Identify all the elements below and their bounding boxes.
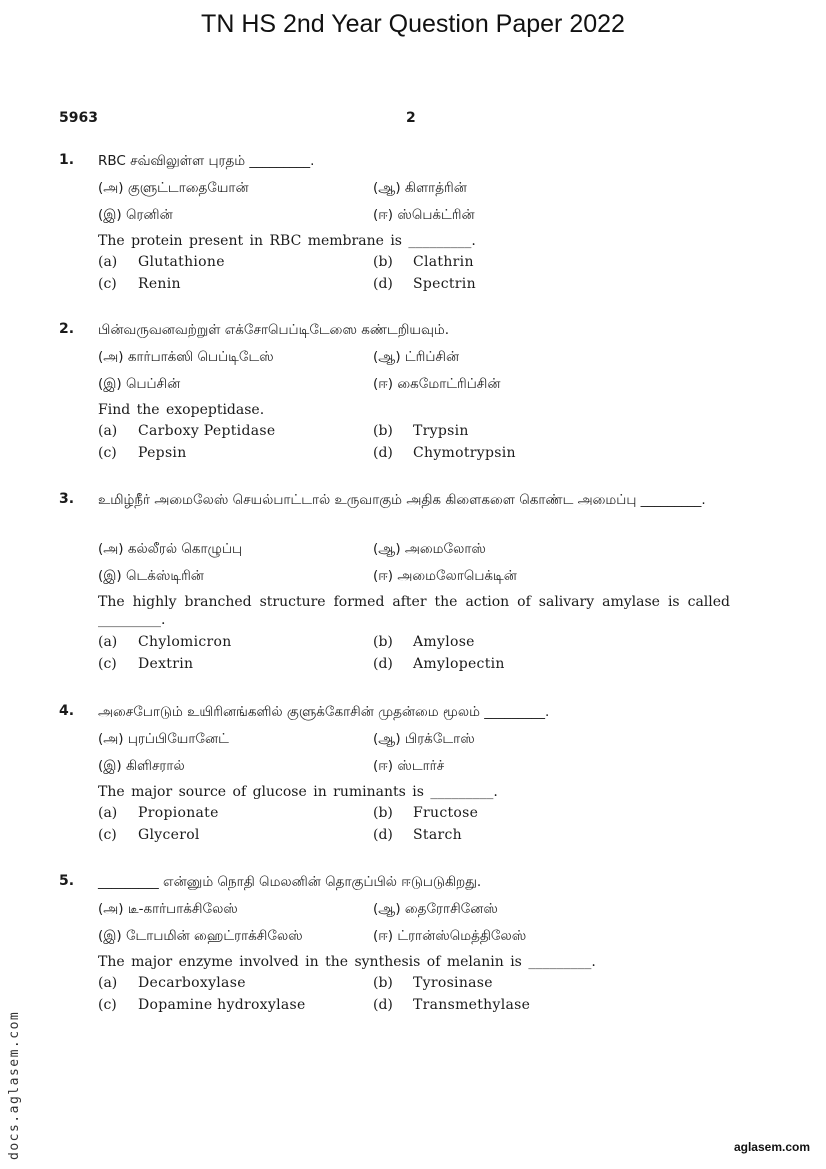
option-row (0, 276, 826, 298)
tamil-option: (ஈ) ட்ரான்ஸ்மெத்திலேஸ் (373, 928, 527, 944)
tamil-option-row (0, 568, 826, 590)
page-number: 2 (406, 110, 416, 126)
option-row (0, 634, 826, 656)
option-row (0, 805, 826, 827)
option-label: (a) (98, 975, 118, 991)
option-label: (d) (373, 656, 393, 672)
option-label: (c) (98, 827, 117, 843)
option-label: (d) (373, 997, 393, 1013)
tamil-option: (ஈ) கைமோட்ரிப்சின் (373, 376, 501, 392)
option-text: Amylose (413, 634, 475, 650)
option-text: Carboxy Peptidase (138, 423, 276, 439)
option-row (0, 423, 826, 445)
question-number: 2. (59, 321, 75, 337)
option-label: (d) (373, 276, 393, 292)
tamil-option: (இ) கிளிசரால் (98, 758, 185, 774)
question-tamil: அசைபோடும் உயிரினங்களில் குளுக்கோசின் முதன்மை மூலம் _________. (98, 704, 550, 720)
tamil-option: (இ) பெப்சின் (98, 376, 181, 392)
side-watermark: docs.aglasem.com (7, 1010, 22, 1160)
option-label: (d) (373, 445, 393, 461)
option-label: (d) (373, 827, 393, 843)
option-row (0, 975, 826, 997)
tamil-option-row (0, 928, 826, 950)
tamil-option: (ஆ) அமைலோஸ் (373, 541, 486, 557)
tamil-option: (இ) டோபமின் ஹைட்ராக்சிலேஸ் (98, 928, 303, 944)
tamil-option: (இ) டெக்ஸ்டிரின் (98, 568, 204, 584)
option-text: Chylomicron (138, 634, 232, 650)
tamil-option: (ஆ) ட்ரிப்சின் (373, 349, 460, 365)
paper-code: 5963 (59, 110, 98, 126)
tamil-option: (இ) ரெனின் (98, 207, 173, 223)
tamil-option: (அ) கல்லீரல் கொழுப்பு (98, 541, 243, 557)
tamil-option: (ஆ) பிரக்டோஸ் (373, 731, 475, 747)
footer-brand: aglasem.com (733, 1140, 810, 1154)
tamil-option: (ஆ) கிளாத்ரின் (373, 180, 467, 196)
option-label: (b) (373, 805, 393, 821)
question-english: Find the exopeptidase. (98, 402, 265, 418)
option-text: Transmethylase (413, 997, 531, 1013)
question-number: 5. (59, 873, 75, 889)
option-text: Dopamine hydroxylase (138, 997, 306, 1013)
option-label: (c) (98, 997, 117, 1013)
question-english: The highly branched structure formed after the action of salivary amylase is called _________. (98, 594, 730, 628)
question-english: The major enzyme involved in the synthesis of melanin is _________. (98, 954, 596, 970)
tamil-option: (அ) கார்பாக்ஸி பெப்டிடேஸ் (98, 349, 274, 365)
tamil-option-row (0, 376, 826, 398)
option-text: Tyrosinase (413, 975, 493, 991)
option-row (0, 445, 826, 467)
option-label: (a) (98, 254, 118, 270)
option-label: (b) (373, 634, 393, 650)
question-number: 1. (59, 152, 75, 168)
question-number: 4. (59, 703, 75, 719)
option-text: Renin (138, 276, 181, 292)
option-text: Clathrin (413, 254, 474, 270)
option-text: Dextrin (138, 656, 194, 672)
tamil-option: (அ) புரப்பியோனேட் (98, 731, 229, 747)
option-text: Starch (413, 827, 462, 843)
option-text: Fructose (413, 805, 479, 821)
tamil-option-row (0, 180, 826, 202)
option-text: Glutathione (138, 254, 225, 270)
question-tamil: உமிழ்நீர் அமைலேஸ் செயல்பாட்டால் உருவாகும் அதிக கிளைகளை கொண்ட அமைப்பு _________. (98, 492, 706, 508)
question-tamil: RBC சவ்விலுள்ள புரதம் _________. (98, 153, 315, 169)
option-row (0, 656, 826, 678)
option-text: Pepsin (138, 445, 187, 461)
tamil-option: (ஈ) ஸ்டார்ச் (373, 758, 445, 774)
option-row (0, 827, 826, 849)
option-label: (b) (373, 975, 393, 991)
option-text: Chymotrypsin (413, 445, 516, 461)
tamil-option: (ஈ) அமைலோபெக்டின் (373, 568, 517, 584)
option-text: Trypsin (413, 423, 469, 439)
tamil-option-row (0, 349, 826, 371)
question-tamil: பின்வருவனவற்றுள் எக்சோபெப்டிடேஸை கண்டறியவும். (98, 322, 450, 338)
option-label: (c) (98, 276, 117, 292)
option-text: Decarboxylase (138, 975, 246, 991)
option-label: (a) (98, 805, 118, 821)
option-row (0, 997, 826, 1019)
option-text: Spectrin (413, 276, 476, 292)
tamil-option-row (0, 731, 826, 753)
question-number: 3. (59, 491, 75, 507)
option-label: (a) (98, 423, 118, 439)
tamil-option-row (0, 207, 826, 229)
question-english: The major source of glucose in ruminants is _________. (98, 784, 498, 800)
tamil-option: (ஆ) தைரோசினேஸ் (373, 901, 498, 917)
option-label: (b) (373, 254, 393, 270)
option-label: (c) (98, 445, 117, 461)
option-text: Glycerol (138, 827, 200, 843)
tamil-option-row (0, 758, 826, 780)
option-text: Amylopectin (413, 656, 505, 672)
option-label: (a) (98, 634, 118, 650)
tamil-option: (ஈ) ஸ்பெக்ட்ரின் (373, 207, 475, 223)
tamil-option-row (0, 901, 826, 923)
question-tamil: _________ என்னும் நொதி மெலனின் தொகுப்பில் ஈடுபடுகிறது. (98, 874, 482, 890)
tamil-option: (அ) டீ-கார்பாக்சிலேஸ் (98, 901, 238, 917)
option-text: Propionate (138, 805, 219, 821)
question-english: The protein present in RBC membrane is _________. (98, 233, 476, 249)
option-row (0, 254, 826, 276)
document-title: TN HS 2nd Year Question Paper 2022 (201, 10, 625, 38)
option-label: (b) (373, 423, 393, 439)
tamil-option: (அ) குளுட்டாதையோன் (98, 180, 249, 196)
tamil-option-row (0, 541, 826, 563)
option-label: (c) (98, 656, 117, 672)
